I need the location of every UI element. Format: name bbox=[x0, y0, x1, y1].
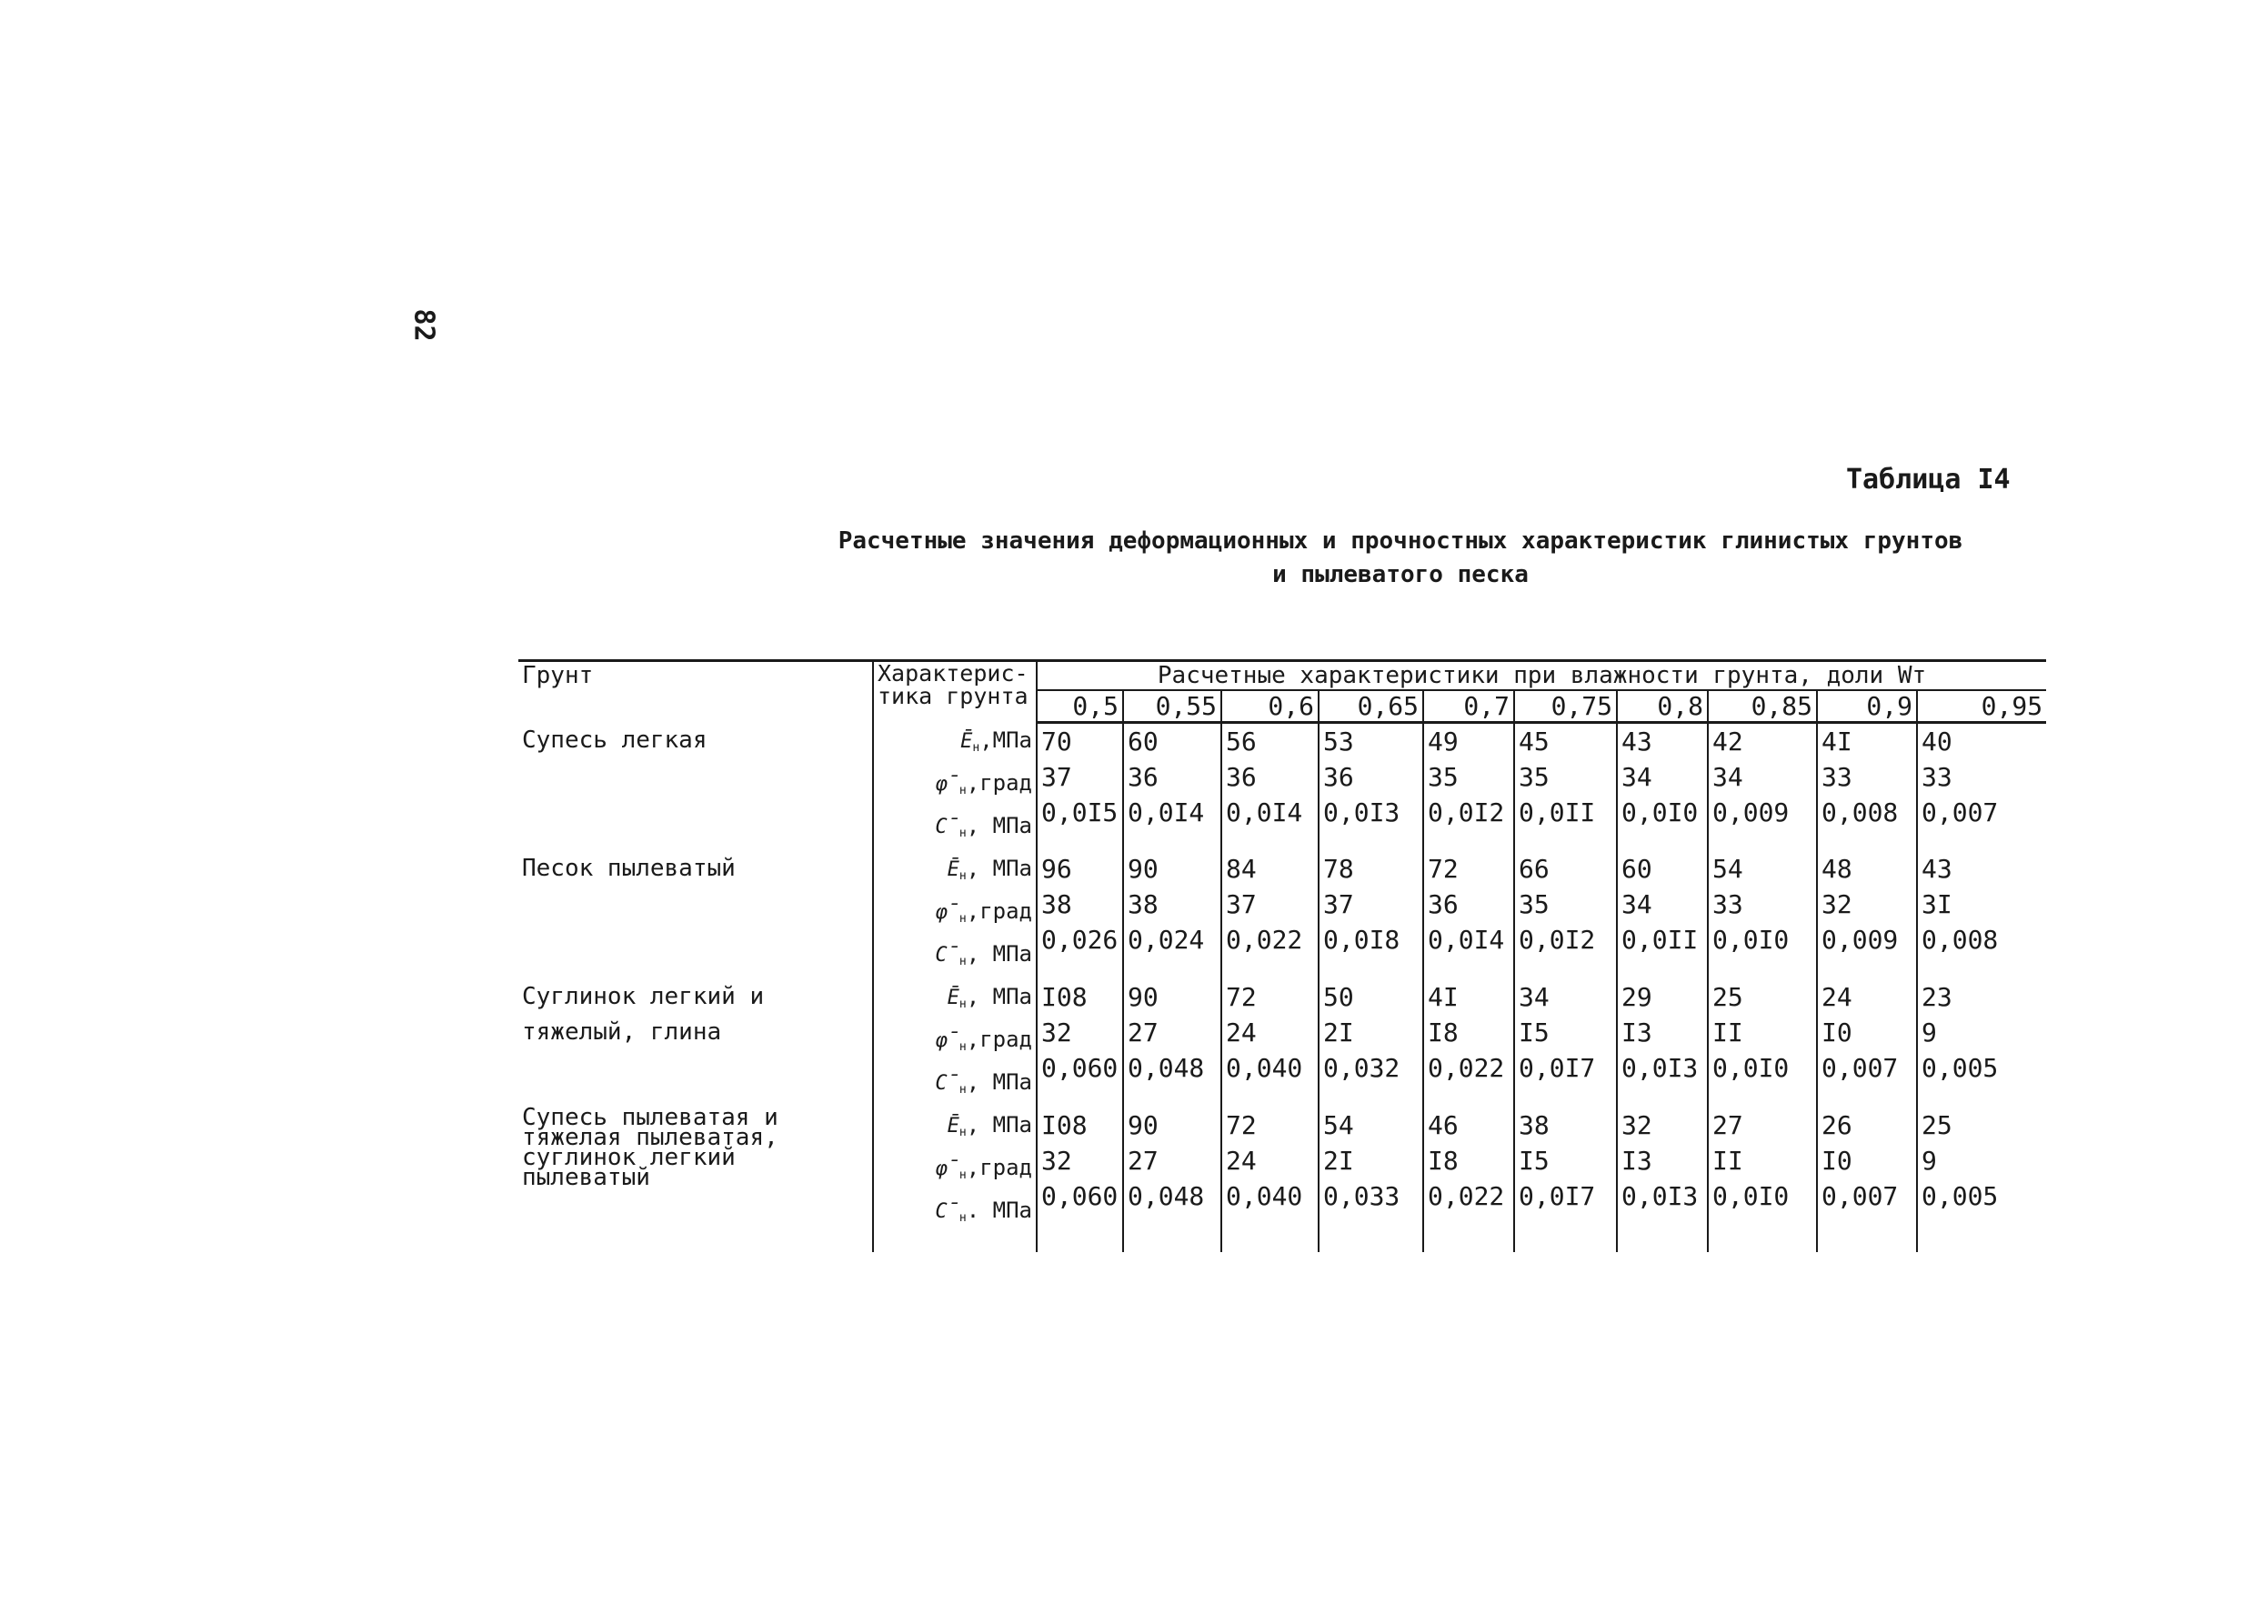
value-cell bbox=[1917, 979, 2046, 1108]
value-text: 0,0I0 bbox=[1712, 924, 1790, 955]
soil-name-line: тяжелый, глина bbox=[522, 1018, 722, 1046]
soil-name bbox=[518, 979, 873, 1108]
value-cell bbox=[1514, 723, 1617, 851]
value-cell bbox=[1037, 723, 1123, 851]
value-text: 29 bbox=[1621, 981, 1652, 1012]
characteristic-unit: ,град bbox=[966, 897, 1032, 924]
value-text: 72 bbox=[1226, 1109, 1257, 1140]
value-text: 38 bbox=[1128, 888, 1159, 919]
value-text: 0,009 bbox=[1712, 797, 1790, 827]
characteristic-unit: . МПа bbox=[966, 1197, 1032, 1223]
spacer-cell bbox=[873, 1236, 1037, 1252]
characteristic-subscript: н bbox=[958, 911, 967, 926]
soil-name bbox=[518, 1103, 873, 1236]
value-text: 25 bbox=[1712, 981, 1743, 1012]
value-cell bbox=[1319, 1108, 1423, 1236]
table-row bbox=[518, 979, 2046, 1108]
value-text: 43 bbox=[1621, 727, 1652, 757]
value-text: 36 bbox=[1226, 762, 1257, 792]
characteristic-symbol: φ̄ bbox=[935, 1157, 959, 1180]
value-text: 0,022 bbox=[1226, 924, 1303, 955]
value-text: 0,0I0 bbox=[1712, 1052, 1790, 1083]
value-text: 0,005 bbox=[1922, 1052, 1999, 1083]
value-text: 0,048 bbox=[1128, 1180, 1205, 1211]
value-text: 38 bbox=[1519, 1109, 1550, 1140]
spacer-cell bbox=[1319, 1236, 1423, 1252]
value-text: 34 bbox=[1712, 762, 1743, 792]
table-trailing-space bbox=[518, 1236, 2046, 1252]
value-text: 90 bbox=[1128, 981, 1159, 1012]
value-cell bbox=[1123, 979, 1221, 1108]
value-text: 43 bbox=[1922, 853, 1952, 884]
value-cell bbox=[1037, 1108, 1123, 1236]
table-row bbox=[518, 1108, 2046, 1236]
value-text: 0,008 bbox=[1922, 924, 1999, 955]
characteristic-subscript: н bbox=[972, 740, 980, 755]
header-moisture-value: 0,5 bbox=[1037, 690, 1123, 723]
value-text: 0,007 bbox=[1821, 1052, 1899, 1083]
table-row bbox=[518, 851, 2046, 979]
header-moisture-value: 0,95 bbox=[1917, 690, 2046, 723]
header-characteristic-line-1: Характерис- bbox=[878, 660, 1029, 687]
value-text: 0,022 bbox=[1428, 1052, 1505, 1083]
characteristic-line bbox=[878, 851, 1032, 894]
value-text: 27 bbox=[1712, 1109, 1743, 1140]
value-text: 0,0I3 bbox=[1621, 1052, 1699, 1083]
value-text: 96 bbox=[1041, 853, 1072, 884]
value-text: 0,0I5 bbox=[1041, 797, 1119, 827]
value-text: 0,0I4 bbox=[1226, 797, 1303, 827]
spacer-cell bbox=[1123, 1236, 1221, 1252]
value-cell bbox=[1817, 723, 1917, 851]
value-text: 50 bbox=[1323, 981, 1354, 1012]
value-text: 90 bbox=[1128, 1109, 1159, 1140]
header-moisture-value: 0,65 bbox=[1319, 690, 1423, 723]
value-text: 0,040 bbox=[1226, 1052, 1303, 1083]
value-text: 23 bbox=[1922, 981, 1952, 1012]
value-text: 33 bbox=[1712, 888, 1743, 919]
characteristic-unit: , МПа bbox=[966, 1068, 1032, 1095]
value-text: 72 bbox=[1428, 853, 1459, 884]
characteristic-line bbox=[878, 1108, 1032, 1150]
page-number: 82 bbox=[407, 308, 440, 342]
value-text: 33 bbox=[1821, 762, 1852, 792]
spacer-cell bbox=[1221, 1236, 1319, 1252]
value-text: 66 bbox=[1519, 853, 1550, 884]
soil-name bbox=[518, 723, 873, 851]
value-cell bbox=[1514, 1108, 1617, 1236]
soil-name-line: Супесь легкая bbox=[522, 726, 707, 754]
value-text: 34 bbox=[1621, 762, 1652, 792]
value-text: 60 bbox=[1128, 727, 1159, 757]
value-text: 54 bbox=[1712, 853, 1743, 884]
value-cell bbox=[1319, 723, 1423, 851]
header-moisture-value: 0,85 bbox=[1708, 690, 1817, 723]
value-cell bbox=[1917, 851, 2046, 979]
value-text: 0,007 bbox=[1922, 797, 1999, 827]
value-text: 3I bbox=[1922, 888, 1952, 919]
value-text: 32 bbox=[1621, 1109, 1652, 1140]
value-cell bbox=[1817, 1108, 1917, 1236]
value-text: 84 bbox=[1226, 853, 1257, 884]
value-cell bbox=[1817, 851, 1917, 979]
value-text: I5 bbox=[1519, 1017, 1550, 1048]
characteristic-subscript: н bbox=[958, 1082, 967, 1097]
value-text: 0,0II bbox=[1519, 797, 1596, 827]
characteristic-unit: ,МПа bbox=[979, 727, 1032, 753]
value-cell bbox=[1514, 979, 1617, 1108]
characteristic-subscript: н bbox=[958, 783, 967, 797]
value-text: 54 bbox=[1323, 1109, 1354, 1140]
value-cell bbox=[1917, 1108, 2046, 1236]
value-text: 0,032 bbox=[1323, 1052, 1400, 1083]
value-cell bbox=[1708, 1108, 1817, 1236]
value-text: 9 bbox=[1922, 1017, 1937, 1048]
value-text: 27 bbox=[1128, 1017, 1159, 1048]
value-text: 0,007 bbox=[1821, 1180, 1899, 1211]
value-text: 36 bbox=[1428, 888, 1459, 919]
characteristic-symbol: Ē bbox=[947, 986, 959, 1009]
characteristic-unit: , МПа bbox=[966, 812, 1032, 838]
value-text: 0,022 bbox=[1428, 1180, 1505, 1211]
value-text: 25 bbox=[1922, 1109, 1952, 1140]
characteristic-symbol: C̄ bbox=[935, 943, 959, 967]
value-text: I5 bbox=[1519, 1145, 1550, 1176]
header-moisture-value: 0,75 bbox=[1514, 690, 1617, 723]
characteristic-line bbox=[878, 766, 1032, 808]
value-cell bbox=[1423, 851, 1514, 979]
value-text: 0,0I3 bbox=[1323, 797, 1400, 827]
value-cell bbox=[1123, 1108, 1221, 1236]
value-cell bbox=[1123, 723, 1221, 851]
value-cell bbox=[1037, 851, 1123, 979]
characteristic-unit: , МПа bbox=[966, 1111, 1032, 1138]
soil-characteristics-table bbox=[518, 659, 2046, 1252]
value-text: 48 bbox=[1821, 853, 1852, 884]
value-text: 32 bbox=[1041, 1145, 1072, 1176]
value-text: 33 bbox=[1922, 762, 1952, 792]
value-text: 0,060 bbox=[1041, 1180, 1119, 1211]
header-soil: Грунт bbox=[518, 661, 873, 723]
value-cell bbox=[1319, 979, 1423, 1108]
table-header bbox=[518, 661, 2046, 723]
value-text: 0,008 bbox=[1821, 797, 1899, 827]
value-text: 4I bbox=[1428, 981, 1459, 1012]
characteristic-subscript: н bbox=[958, 1125, 967, 1139]
characteristic-cell bbox=[873, 723, 1037, 851]
soil-name-line: суглинок легкий пылеватый bbox=[522, 1143, 736, 1191]
value-text: 32 bbox=[1821, 888, 1852, 919]
value-text: I8 bbox=[1428, 1017, 1459, 1048]
spacer-cell bbox=[1817, 1236, 1917, 1252]
value-cell bbox=[1917, 723, 2046, 851]
value-text: 38 bbox=[1041, 888, 1072, 919]
characteristic-unit: , МПа bbox=[966, 940, 1032, 967]
value-text: 2I bbox=[1323, 1017, 1354, 1048]
spacer-cell bbox=[1423, 1236, 1514, 1252]
value-text: 0,026 bbox=[1041, 924, 1119, 955]
value-text: II bbox=[1712, 1017, 1743, 1048]
value-text: 0,0I7 bbox=[1519, 1052, 1596, 1083]
value-text: 0,0I2 bbox=[1428, 797, 1505, 827]
value-text: 37 bbox=[1041, 762, 1072, 792]
value-text: 78 bbox=[1323, 853, 1354, 884]
spacer-cell bbox=[1037, 1236, 1123, 1252]
value-text: 37 bbox=[1226, 888, 1257, 919]
characteristic-subscript: н bbox=[958, 826, 967, 840]
characteristic-symbol: C̄ bbox=[935, 1071, 959, 1095]
value-text: I8 bbox=[1428, 1145, 1459, 1176]
table-body bbox=[518, 723, 2046, 1252]
value-text: 36 bbox=[1128, 762, 1159, 792]
characteristic-cell bbox=[873, 979, 1037, 1108]
characteristic-cell bbox=[873, 1108, 1037, 1236]
value-cell bbox=[1708, 851, 1817, 979]
spacer-cell bbox=[1708, 1236, 1817, 1252]
value-text: 60 bbox=[1621, 853, 1652, 884]
value-text: 72 bbox=[1226, 981, 1257, 1012]
value-cell bbox=[1221, 979, 1319, 1108]
characteristic-symbol: φ̄ bbox=[935, 1028, 959, 1052]
value-text: 32 bbox=[1041, 1017, 1072, 1048]
value-text: I08 bbox=[1041, 1109, 1088, 1140]
characteristic-unit: ,град bbox=[966, 1154, 1032, 1180]
value-cell bbox=[1617, 851, 1708, 979]
value-text: 42 bbox=[1712, 727, 1743, 757]
characteristic-line bbox=[878, 937, 1032, 979]
header-moisture-value: 0,8 bbox=[1617, 690, 1708, 723]
characteristic-cell bbox=[873, 851, 1037, 979]
value-text: 0,033 bbox=[1323, 1180, 1400, 1211]
characteristic-unit: ,град bbox=[966, 1026, 1032, 1052]
characteristic-symbol: C̄ bbox=[935, 1199, 959, 1223]
soil-name-line: тяжелая пылеватая, bbox=[522, 1123, 778, 1151]
characteristic-line bbox=[878, 1193, 1032, 1236]
value-text: 24 bbox=[1821, 981, 1852, 1012]
characteristic-unit: , МПа bbox=[966, 983, 1032, 1009]
value-text: 46 bbox=[1428, 1109, 1459, 1140]
value-text: 0,0I0 bbox=[1712, 1180, 1790, 1211]
value-text: 70 bbox=[1041, 727, 1072, 757]
value-text: II bbox=[1712, 1145, 1743, 1176]
value-text: 35 bbox=[1428, 762, 1459, 792]
soil-name-line: Супесь пылеватая и bbox=[522, 1103, 778, 1131]
value-text: 0,024 bbox=[1128, 924, 1205, 955]
characteristic-line bbox=[878, 1065, 1032, 1108]
value-cell bbox=[1221, 851, 1319, 979]
header-characteristic-line-2: тика грунта bbox=[878, 683, 1029, 709]
characteristic-subscript: н bbox=[958, 954, 967, 968]
spacer-cell bbox=[518, 1236, 873, 1252]
value-text: 0,0I4 bbox=[1428, 924, 1505, 955]
table-caption-line-1: Расчетные значения деформационных и прочностных характеристик глинистых грунтов bbox=[838, 527, 1963, 555]
value-text: 35 bbox=[1519, 888, 1550, 919]
value-text: 35 bbox=[1519, 762, 1550, 792]
characteristic-symbol: φ̄ bbox=[935, 772, 959, 796]
value-text: 0,0I2 bbox=[1519, 924, 1596, 955]
value-text: 24 bbox=[1226, 1017, 1257, 1048]
value-text: 0,040 bbox=[1226, 1180, 1303, 1211]
spacer-cell bbox=[1917, 1236, 2046, 1252]
value-cell bbox=[1617, 1108, 1708, 1236]
characteristic-line bbox=[878, 979, 1032, 1022]
value-cell bbox=[1617, 979, 1708, 1108]
characteristic-unit: , МПа bbox=[966, 855, 1032, 881]
value-text: 0,009 bbox=[1821, 924, 1899, 955]
value-text: 49 bbox=[1428, 727, 1459, 757]
value-text: 45 bbox=[1519, 727, 1550, 757]
value-text: 0,0II bbox=[1621, 924, 1699, 955]
characteristic-subscript: н bbox=[958, 1210, 967, 1225]
value-text: 34 bbox=[1621, 888, 1652, 919]
header-moisture-value: 0,55 bbox=[1123, 690, 1221, 723]
characteristic-subscript: н bbox=[958, 868, 967, 883]
value-text: I0 bbox=[1821, 1017, 1852, 1048]
header-moisture-value: 0,6 bbox=[1221, 690, 1319, 723]
value-text: 0,048 bbox=[1128, 1052, 1205, 1083]
characteristic-symbol: C̄ bbox=[935, 815, 959, 838]
value-text: 53 bbox=[1323, 727, 1354, 757]
value-cell bbox=[1514, 851, 1617, 979]
value-text: 36 bbox=[1323, 762, 1354, 792]
value-text: 90 bbox=[1128, 853, 1159, 884]
table-caption-line-2: и пылеватого песка bbox=[1272, 561, 1529, 588]
characteristic-symbol: Ē bbox=[947, 1114, 959, 1138]
table-label: Таблица I4 bbox=[1846, 464, 2011, 496]
value-text: 0,0I8 bbox=[1323, 924, 1400, 955]
value-cell bbox=[1221, 723, 1319, 851]
table-row bbox=[518, 723, 2046, 851]
header-moisture-value: 0,9 bbox=[1817, 690, 1917, 723]
value-text: 0,0I3 bbox=[1621, 1180, 1699, 1211]
header-characteristic bbox=[873, 661, 1037, 723]
characteristic-line bbox=[878, 808, 1032, 851]
value-cell bbox=[1423, 723, 1514, 851]
characteristic-symbol: Ē bbox=[960, 729, 973, 753]
value-cell bbox=[1221, 1108, 1319, 1236]
value-cell bbox=[1617, 723, 1708, 851]
value-text: 0,060 bbox=[1041, 1052, 1119, 1083]
value-text: I3 bbox=[1621, 1017, 1652, 1048]
characteristic-line bbox=[878, 723, 1032, 766]
characteristic-subscript: н bbox=[958, 1039, 967, 1054]
value-text: I0 bbox=[1821, 1145, 1852, 1176]
characteristic-subscript: н bbox=[958, 1168, 967, 1182]
value-text: 9 bbox=[1922, 1145, 1937, 1176]
value-text: 0,0I0 bbox=[1621, 797, 1699, 827]
value-text: 0,0I7 bbox=[1519, 1180, 1596, 1211]
value-text: I08 bbox=[1041, 981, 1088, 1012]
value-text: 56 bbox=[1226, 727, 1257, 757]
soil-name-line: Суглинок легкий и bbox=[522, 982, 765, 1010]
value-text: 37 bbox=[1323, 888, 1354, 919]
value-cell bbox=[1123, 851, 1221, 979]
spacer-cell bbox=[1617, 1236, 1708, 1252]
value-text: 26 bbox=[1821, 1109, 1852, 1140]
value-cell bbox=[1817, 979, 1917, 1108]
value-cell bbox=[1319, 851, 1423, 979]
characteristic-subscript: н bbox=[958, 997, 967, 1011]
value-cell bbox=[1423, 1108, 1514, 1236]
value-text: 4I bbox=[1821, 727, 1852, 757]
characteristic-line bbox=[878, 894, 1032, 937]
characteristic-unit: ,град bbox=[966, 769, 1032, 796]
soil-name bbox=[518, 851, 873, 979]
value-cell bbox=[1423, 979, 1514, 1108]
value-text: 0,0I4 bbox=[1128, 797, 1205, 827]
value-cell bbox=[1708, 723, 1817, 851]
value-text: I3 bbox=[1621, 1145, 1652, 1176]
value-text: 27 bbox=[1128, 1145, 1159, 1176]
value-text: 24 bbox=[1226, 1145, 1257, 1176]
characteristic-symbol: φ̄ bbox=[935, 900, 959, 924]
value-cell bbox=[1708, 979, 1817, 1108]
characteristic-line bbox=[878, 1022, 1032, 1065]
characteristic-symbol: Ē bbox=[947, 857, 959, 881]
header-moisture-group: Расчетные характеристики при влажности грунта, доли Wт bbox=[1037, 661, 2046, 691]
value-text: 40 bbox=[1922, 727, 1952, 757]
characteristic-line bbox=[878, 1150, 1032, 1193]
header-moisture-value: 0,7 bbox=[1423, 690, 1514, 723]
value-text: 34 bbox=[1519, 981, 1550, 1012]
soil-name-line: Песок пылеватый bbox=[522, 854, 736, 882]
spacer-cell bbox=[1514, 1236, 1617, 1252]
value-cell bbox=[1037, 979, 1123, 1108]
value-text: 0,005 bbox=[1922, 1180, 1999, 1211]
value-text: 2I bbox=[1323, 1145, 1354, 1176]
